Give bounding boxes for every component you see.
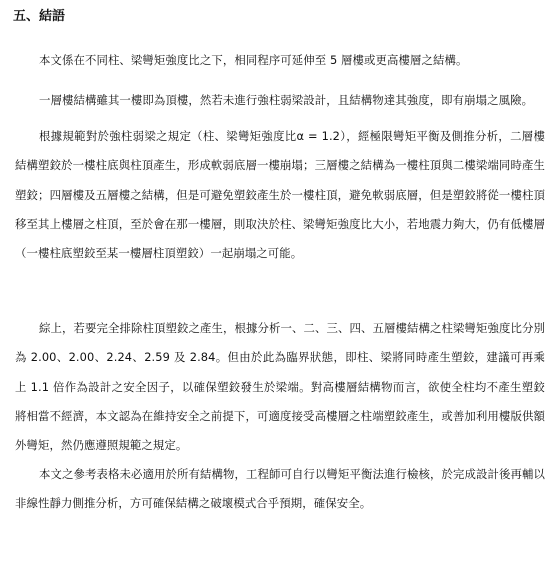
section-heading: 五、結語 [13, 9, 66, 24]
paragraph-code-analysis: 根據規範對於強柱弱梁之規定（柱、梁彎矩強度比α = 1.2），經極限彎矩平衡及側推分析，二層樓結構塑鉸於一樓柱底與柱頂產生，形成軟弱底層一樓崩塌；三層樓之結構為一樓柱頂與二樓梁端同時產生塑鉸；四層樓及五層樓之結構，但是可避免塑鉸產生於一樓柱頂，避免軟弱底層，但是塑鉸將從一樓柱頂移至其上樓層之柱頂，至於會在那一樓層，則取決於柱、梁彎矩強度比大小，若地震力夠大，仍有低樓層（一樓柱底塑鉸至某一樓層柱頂塑鉸）一起崩塌之可能。 [15, 129, 545, 261]
paragraph-reference-note: 本文之參考表格未必適用於所有結構物，工程師可自行以彎矩平衡法進行檢核，於完成設計後再輔以非線性靜力側推分析，方可確保結構之破壞模式合乎預期，確保安全。 [15, 467, 545, 511]
paragraph-one-story: 一層樓結構雖其一樓即為頂樓，然若未進行強柱弱梁設計，且結構物達其強度，即有崩塌之風險。 [39, 93, 534, 107]
paragraph-scope: 本文係在不同柱、梁彎矩強度比之下，相同程序可延伸至 5 層樓或更高樓層之結構。 [39, 53, 468, 67]
paragraph-summary: 綜上，若要完全排除柱頂塑鉸之產生，根據分析一、二、三、四、五層樓結構之柱梁彎矩強度比分別為 2.00、2.00、2.24、2.59 及 2.84。但由於此為臨界狀態，即柱、梁將同時產生塑鉸，建議可再乘上 1.1 倍作為設計之安全因子，以確保塑鉸發生於梁端。對高樓層結構物而言，欲使全柱均不產生塑鉸將相當不經濟，本文認為在維持安全之前提下，可適度接受高樓層之柱端塑鉸產生，或善加利用樓版供額外彎矩，然仍應遵照規範之規定。 [15, 321, 545, 453]
